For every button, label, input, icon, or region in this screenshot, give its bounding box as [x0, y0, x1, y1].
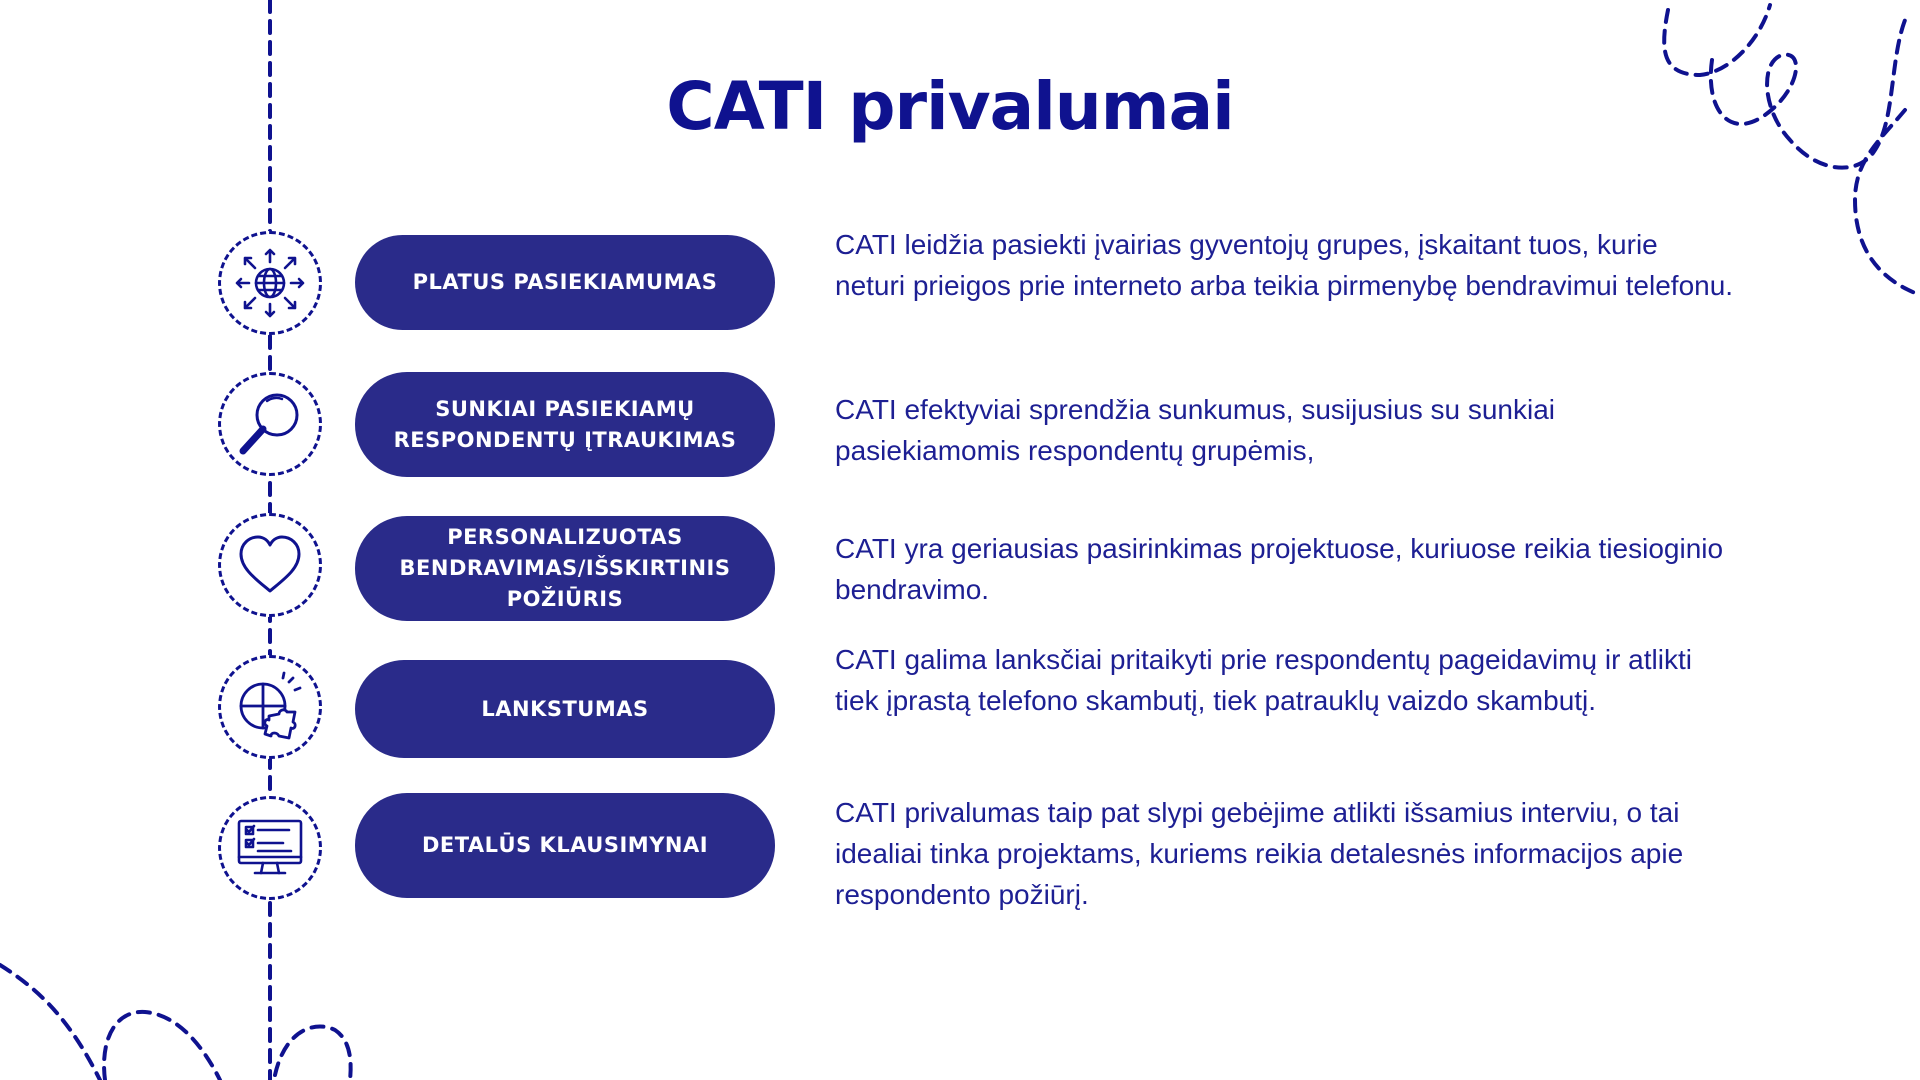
- benefit-pill-hard-to-reach: SUNKIAI PASIEKIAMŲ RESPONDENTŲ ĮTRAUKIMAS: [355, 372, 775, 477]
- flexible-puzzle-icon: [233, 670, 307, 744]
- bottom-center-arc: [275, 1026, 351, 1080]
- benefit-description-detailed: CATI privalumas taip pat slypi gebėjime atlikti išsamius interviu, o tai idealiai tinka projektams, kuriems reikia detalesnės informacijos apie respondento požiūrį.: [835, 797, 1684, 910]
- benefit-description-personalized: CATI yra geriausias pasirinkimas projektuose, kuriuose reikia tiesioginio bendravimo.: [835, 533, 1724, 605]
- heart-icon: [233, 528, 307, 602]
- benefit-pill-detailed: DETALŪS KLAUSIMYNAI: [355, 793, 775, 898]
- benefit-pill-personalized: PERSONALIZUOTAS BENDRAVIMAS/IŠSKIRTINIS POŽIŪRIS: [355, 516, 775, 621]
- benefit-pill-flexibility: LANKSTUMAS: [355, 660, 775, 758]
- page-title: CATI privalumai: [666, 68, 1234, 145]
- icon-circle-reach: [218, 231, 322, 335]
- top-right-squiggle: [1664, 5, 1770, 75]
- benefit-description-flexibility: CATI galima lanksčiai pritaikyti prie respondentų pageidavimų ir atlikti tiek įprastą telefono skambutį, tiek patrauklų vaizdo skambutį.: [835, 644, 1692, 716]
- globe-arrows-icon: [233, 246, 307, 320]
- benefit-description-reach: CATI leidžia pasiekti įvairias gyventojų grupes, įskaitant tuos, kurie neturi prieigos prie interneto arba teikia pirmenybę bendravimui telefonu.: [835, 229, 1734, 301]
- icon-circle-detailed: [218, 796, 322, 900]
- icon-circle-hard-to-reach: [218, 372, 322, 476]
- bottom-left-curve: [0, 965, 100, 1080]
- benefit-pill-reach: PLATUS PASIEKIAMUMAS: [355, 235, 775, 330]
- benefit-description-hard-to-reach: CATI efektyviai sprendžia sunkumus, susijusius su sunkiai pasiekiamomis respondentų grupėmis,: [835, 394, 1556, 466]
- bottom-left-loop: [104, 1012, 220, 1080]
- monitor-checklist-icon: [233, 811, 307, 885]
- icon-circle-flexibility: [218, 655, 322, 759]
- magnifier-icon: [233, 387, 307, 461]
- icon-circle-personalized: [218, 513, 322, 617]
